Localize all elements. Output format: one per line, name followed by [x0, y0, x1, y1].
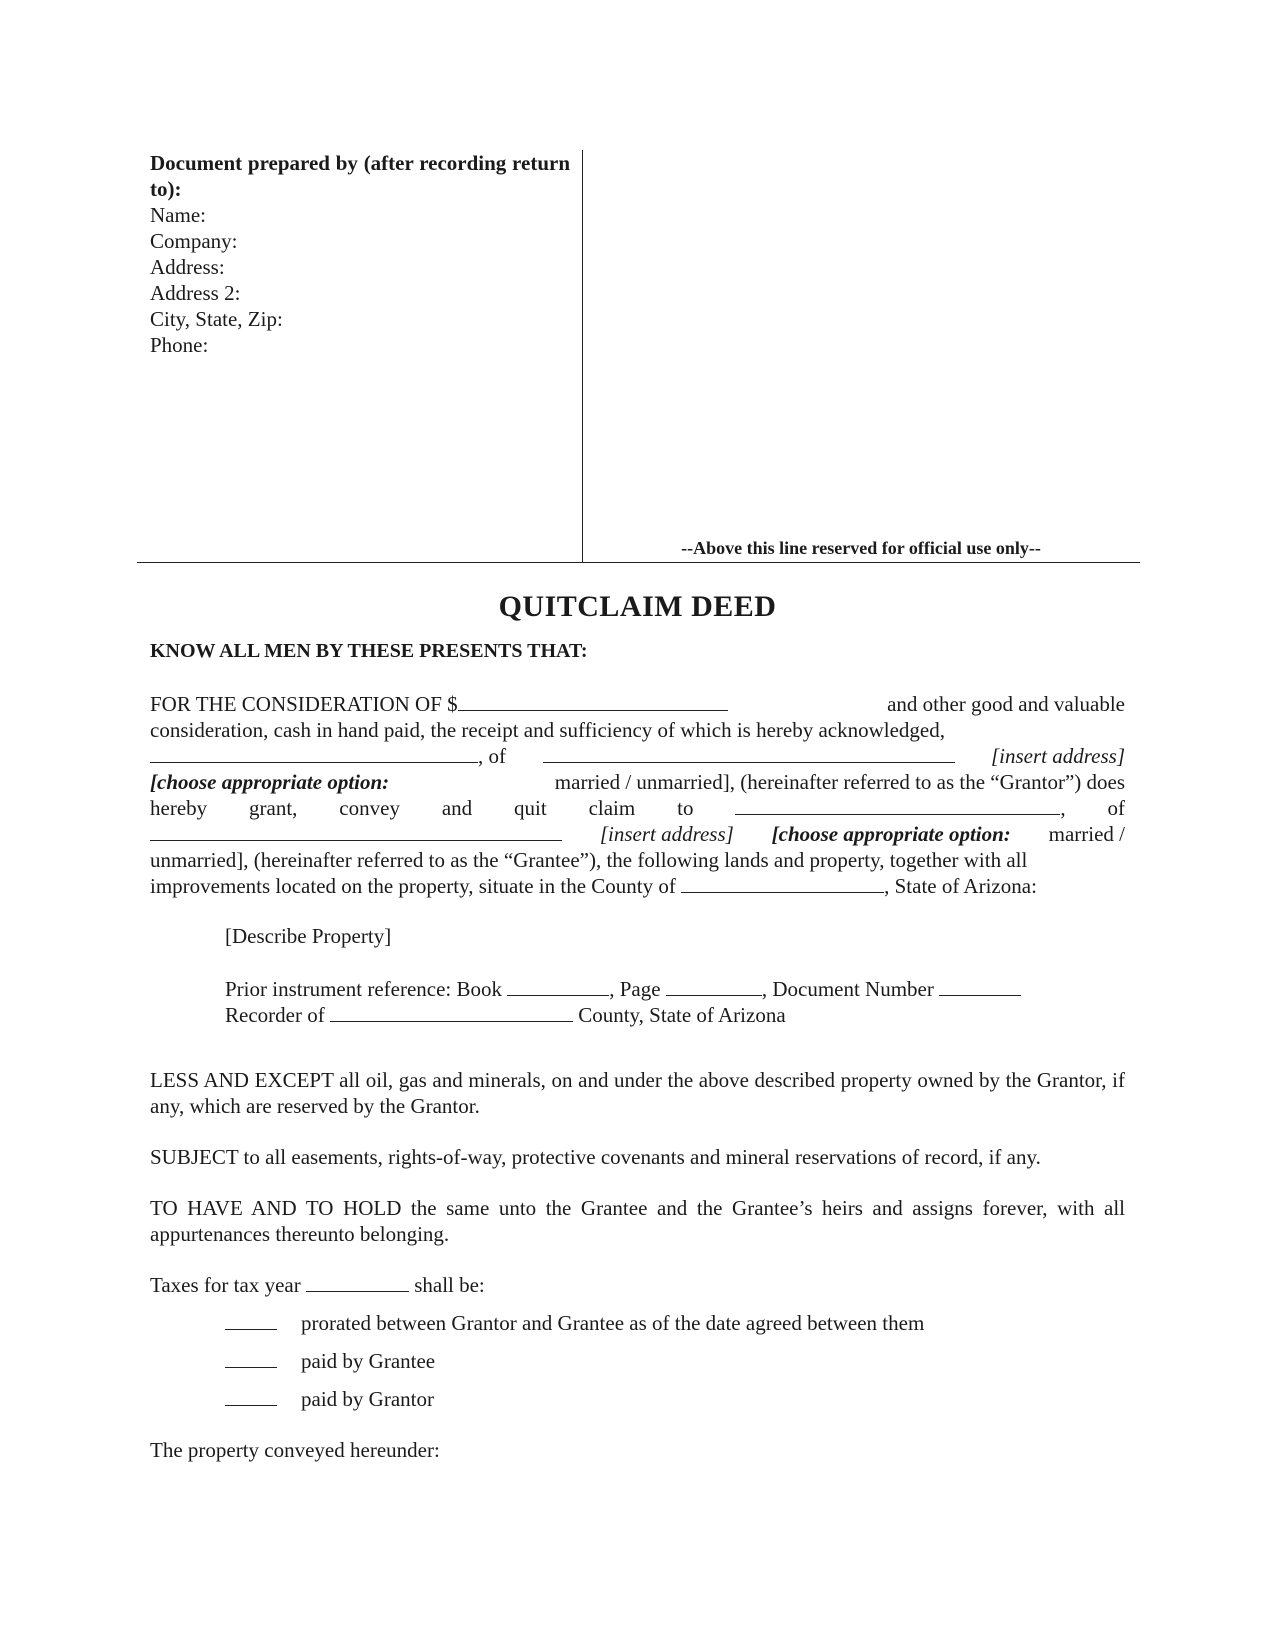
to-have-and-hold-paragraph: TO HAVE AND TO HOLD the same unto the Grantee and the Grantee’s heirs and assigns forever, with all appurtenances thereunto belonging.: [150, 1196, 1125, 1246]
document-title: QUITCLAIM DEED: [498, 590, 777, 623]
consideration-line-6: [insert address] [choose appropriate option: married /: [150, 821, 1125, 847]
grantor-address-blank[interactable]: [543, 743, 955, 763]
grantee-address-blank[interactable]: [150, 821, 562, 841]
tax-option-grantee: paid by Grantee: [225, 1348, 435, 1374]
describe-property-placeholder: [Describe Property]: [225, 924, 392, 948]
prior-reference-line-2: Recorder of County, State of Arizona: [225, 1003, 786, 1027]
consideration-line-4: [choose appropriate option: married / unmarried], (hereinafter referred to as the “Grantor”) does: [150, 770, 1125, 794]
prior-instrument-reference: [225, 976, 1021, 1028]
prior-reference-line-1: Prior instrument reference: Book , Page , Document Number: [225, 976, 1021, 1002]
phone-field-label: Phone:: [150, 333, 209, 357]
taxes-line: Taxes for tax year shall be:: [150, 1273, 485, 1297]
official-use-line: [137, 562, 1140, 563]
consideration-line-3: , of [insert address]: [150, 743, 1125, 769]
company-field-label: Company:: [150, 229, 238, 253]
header-vertical-divider: [582, 150, 583, 562]
return-to-block: [150, 150, 570, 358]
recorder-county-blank[interactable]: [330, 1002, 573, 1022]
consideration-line-2: consideration, cash in hand paid, the receipt and sufficiency of which is hereby acknowledged,: [150, 718, 946, 742]
less-and-except-paragraph: LESS AND EXCEPT all oil, gas and minerals, on and under the above described property owned by the Grantor, if any, which are reserved by the Grantor.: [150, 1068, 1125, 1118]
prepared-by-heading: Document prepared by (after recording return to):: [150, 151, 570, 201]
city-state-zip-field-label: City, State, Zip:: [150, 307, 283, 331]
consideration-line-8: improvements located on the property, situate in the County of , State of Arizona:: [150, 874, 1037, 898]
consideration-amount-blank[interactable]: [458, 691, 728, 711]
tax-option-check-blank[interactable]: [225, 1386, 277, 1406]
address-field-label: Address:: [150, 255, 225, 279]
tax-option-check-blank[interactable]: [225, 1348, 277, 1368]
property-conveyed-line: The property conveyed hereunder:: [150, 1438, 440, 1462]
tax-option-grantor: paid by Grantor: [225, 1386, 434, 1412]
know-all-heading: KNOW ALL MEN BY THESE PRESENTS THAT:: [150, 640, 588, 662]
document-number-blank[interactable]: [939, 976, 1021, 996]
name-field-label: Name:: [150, 203, 206, 227]
tax-option-check-blank[interactable]: [225, 1310, 277, 1330]
book-blank[interactable]: [507, 976, 609, 996]
consideration-line-7: unmarried], (hereinafter referred to as the “Grantee”), the following lands and property, together with all: [150, 848, 1028, 872]
official-use-note: --Above this line reserved for official use only--: [681, 538, 1041, 558]
grantor-name-blank[interactable]: [150, 743, 478, 763]
tax-option-prorated: prorated between Grantor and Grantee as of the date agreed between them: [225, 1310, 924, 1336]
consideration-line-5: hereby grant, convey and quit claim to , of: [150, 796, 1125, 820]
consideration-paragraph: [150, 691, 1125, 899]
page-blank[interactable]: [666, 976, 762, 996]
county-blank[interactable]: [681, 873, 884, 893]
consideration-line-1: FOR THE CONSIDERATION OF $ and other good and valuable: [150, 692, 1125, 716]
grantee-name-blank[interactable]: [735, 795, 1060, 815]
tax-year-blank[interactable]: [306, 1272, 409, 1292]
address2-field-label: Address 2:: [150, 281, 241, 305]
subject-to-paragraph: SUBJECT to all easements, rights-of-way, protective covenants and mineral reservations of record, if any.: [150, 1145, 1041, 1169]
